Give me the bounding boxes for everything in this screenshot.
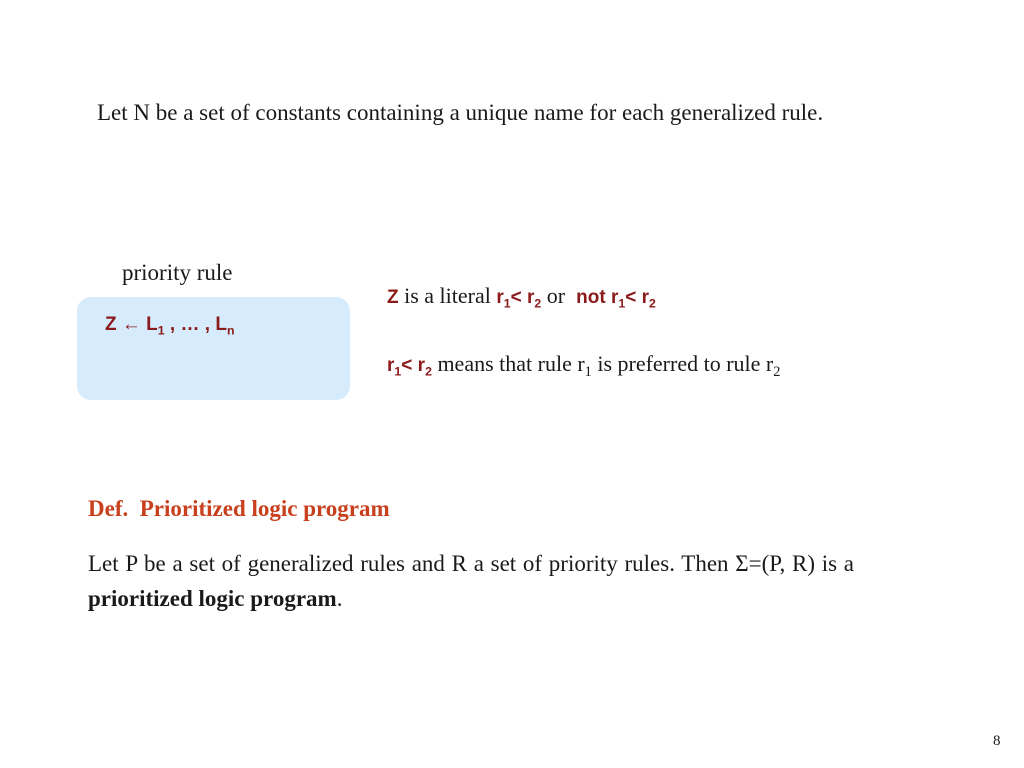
rule-body-start-sub: 1: [157, 323, 165, 338]
priority-rule-label: priority rule: [122, 260, 233, 285]
literal-text: is a literal: [398, 283, 497, 308]
means-sub-2: 2: [773, 364, 781, 380]
literal-r2: $r_1< r_2$: [605, 287, 656, 311]
rule-separator: , … ,: [164, 314, 216, 335]
literal-z: Z: [387, 287, 399, 308]
rule-body-start: L: [146, 314, 158, 335]
intro-paragraph: Let N be a set of constants containing a unique name for each generalized rule.: [97, 100, 824, 125]
rule-head: Z: [105, 314, 117, 335]
rule-body-end: L: [215, 314, 227, 335]
literal-r1: $r_1< r_2$: [496, 287, 542, 311]
means-text-2: is preferred to rule r: [591, 351, 774, 376]
literal-or: or: [541, 283, 571, 308]
priority-rule-box: [77, 297, 350, 400]
definition-body-text: Let P be a set of generalized rules and R a set of priority rules. Then Σ=(P, R) is a: [88, 551, 854, 576]
means-priority-expr: $r_1< r_2$: [387, 355, 432, 379]
definition-body-end: .: [336, 586, 343, 611]
literal-definition-line: [387, 283, 656, 309]
means-text-1: means that rule r: [431, 351, 585, 376]
rule-arrow: ←: [121, 314, 141, 335]
page-number: 8: [993, 733, 1001, 749]
means-sub-1: 1: [584, 364, 592, 380]
literal-not: not: [576, 287, 606, 308]
definition-heading: Def. Prioritized logic program: [88, 496, 390, 521]
means-line: [387, 351, 781, 380]
rule-body-end-sub: n: [226, 323, 235, 338]
definition-body: [88, 546, 854, 616]
priority-rule-formula: [105, 314, 235, 336]
definition-body-bold: prioritized logic program: [88, 586, 337, 611]
